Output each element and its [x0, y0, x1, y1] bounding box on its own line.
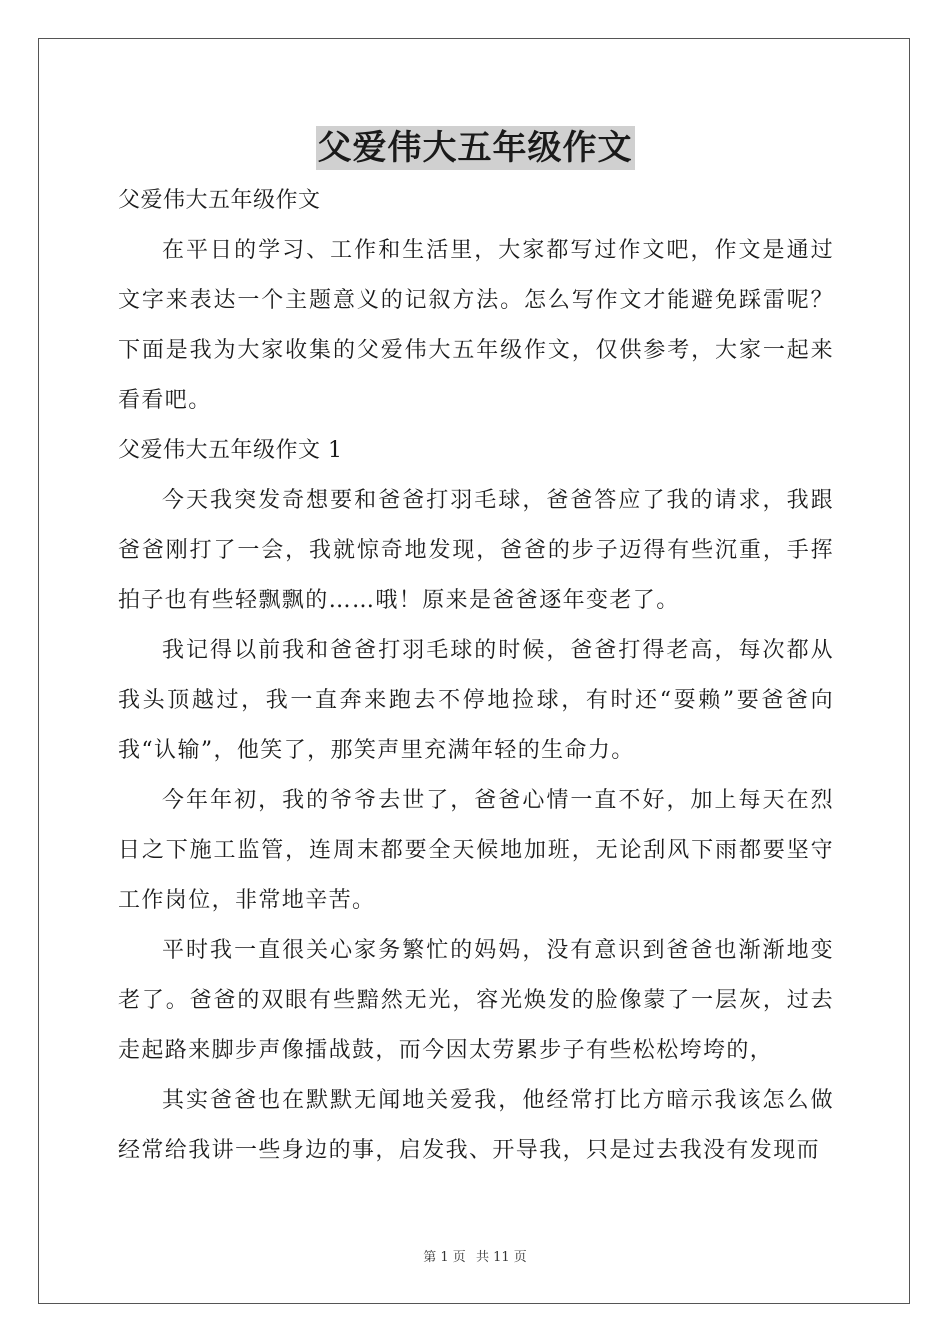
- page-total: 共 11 页: [475, 1250, 527, 1265]
- document-title: 父爱伟大五年级作文: [317, 128, 633, 168]
- body-paragraph: 我记得以前我和爸爸打羽毛球的时候，爸爸打得老高，每次都从我头顶越过，我一直奔来跑去不停地捡球，有时还“耍赖”要爸爸向我“认输”，他笑了，那笑声里充满年轻的生命力。: [118, 638, 834, 763]
- body-paragraph: 平时我一直很关心家务繁忙的妈妈，没有意识到爸爸也渐渐地变老了。爸爸的双眼有些黯然无光，容光焕发的脸像蒙了一层灰，过去走起路来脚步声像擂战鼓，而今因太劳累步子有些松松垮垮的，: [118, 938, 834, 1063]
- body-paragraph: 今年年初，我的爷爷去世了，爸爸心情一直不好，加上每天在烈日之下施工监管，连周末都要全天候地加班，无论刮风下雨都要坚守工作岗位，非常地辛苦。: [118, 788, 834, 913]
- body-paragraph: 其实爸爸也在默默无闻地关爱我，他经常打比方暗示我该怎么做经常给我讲一些身边的事，启发我、开导我，只是过去我没有发现而: [118, 1088, 834, 1163]
- intro-paragraph: 在平日的学习、工作和生活里，大家都写过作文吧，作文是通过文字来表达一个主题意义的记叙方法。怎么写作文才能避免踩雷呢？下面是我为大家收集的父爱伟大五年级作文，仅供参考，大家一起来看看吧。: [118, 238, 834, 413]
- document-body: [118, 176, 834, 1176]
- subtitle-line: 父爱伟大五年级作文: [118, 188, 321, 213]
- title-container: [0, 126, 950, 170]
- page-number: 第 1 页: [423, 1250, 466, 1265]
- page-footer: [0, 1246, 950, 1265]
- section-heading: 父爱伟大五年级作文 1: [118, 438, 343, 463]
- body-paragraph: 今天我突发奇想要和爸爸打羽毛球，爸爸答应了我的请求，我跟爸爸刚打了一会，我就惊奇地发现，爸爸的步子迈得有些沉重，手挥拍子也有些轻飘飘的……哦！原来是爸爸逐年变老了。: [118, 488, 834, 613]
